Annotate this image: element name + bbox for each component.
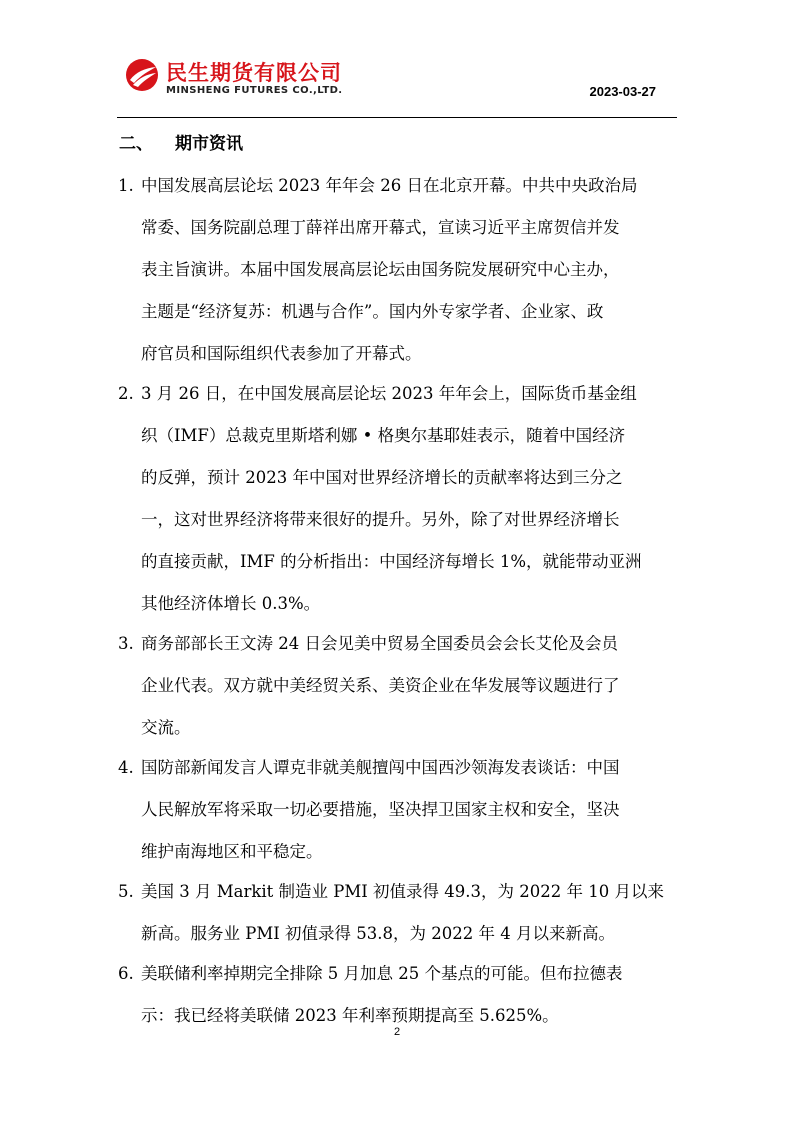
page-number: 2 <box>393 1026 401 1038</box>
item-line: 国防部新闻发言人谭克非就美舰擅闯中国西沙领海发表谈话：中国 <box>141 758 620 777</box>
news-item <box>118 959 678 1031</box>
item-number: 3. <box>118 634 134 653</box>
news-item <box>118 877 678 949</box>
section-title: 期市资讯 <box>175 134 243 154</box>
news-list <box>118 171 678 1041</box>
item-line: 其他经济体增长 0.3%。 <box>141 594 321 613</box>
company-name-cn: 民生期货有限公司 <box>166 61 342 85</box>
item-line: 中国发展高层论坛 2023 年年会 26 日在北京开幕。中共中央政治局 <box>141 176 638 195</box>
item-line: 常委、国务院副总理丁薛祥出席开幕式，宣读习近平主席贺信并发 <box>141 218 620 237</box>
item-line: 3 月 26 日，在中国发展高层论坛 2023 年年会上，国际货币基金组 <box>141 384 637 403</box>
company-name-en: MINSHENG FUTURES CO.,LTD. <box>166 85 343 96</box>
item-line: 织（IMF）总裁克里斯塔利娜 • 格奥尔基耶娃表示，随着中国经济 <box>141 426 626 445</box>
item-line: 美国 3 月 Markit 制造业 PMI 初值录得 49.3，为 2022 年 10 月以来 <box>141 882 664 901</box>
news-item <box>118 753 678 867</box>
news-item <box>118 379 678 619</box>
item-line: 的直接贡献，IMF 的分析指出：中国经济每增长 1%，就能带动亚洲 <box>141 552 642 571</box>
minsheng-logo-icon <box>125 58 159 92</box>
report-date: 2023-03-27 <box>589 84 656 99</box>
item-number: 1. <box>118 176 134 195</box>
item-line: 企业代表。双方就中美经贸关系、美资企业在华发展等议题进行了 <box>141 676 620 695</box>
item-line: 美联储利率掉期完全排除 5 月加息 25 个基点的可能。但布拉德表 <box>141 964 623 983</box>
section-number: 二、 <box>119 134 153 154</box>
item-line: 表主旨演讲。本届中国发展高层论坛由国务院发展研究中心主办， <box>141 260 620 279</box>
page-header <box>0 0 794 120</box>
item-line: 人民解放军将采取一切必要措施，坚决捍卫国家主权和安全，坚决 <box>141 800 620 819</box>
section-heading <box>119 129 243 154</box>
news-item <box>118 629 678 743</box>
item-line: 示：我已经将美联储 2023 年利率预期提高至 5.625%。 <box>141 1006 559 1025</box>
item-line: 主题是“经济复苏：机遇与合作”。国内外专家学者、企业家、政 <box>141 302 604 321</box>
item-line: 的反弹，预计 2023 年中国对世界经济增长的贡献率将达到三分之 <box>141 468 623 487</box>
item-line: 交流。 <box>141 718 191 737</box>
news-item <box>118 171 678 369</box>
item-line: 一，这对世界经济将带来很好的提升。另外，除了对世界经济增长 <box>141 510 620 529</box>
item-line: 维护南海地区和平稳定。 <box>141 842 323 861</box>
item-line: 商务部部长王文涛 24 日会见美中贸易全国委员会会长艾伦及会员 <box>141 634 618 653</box>
item-line: 新高。服务业 PMI 初值录得 53.8，为 2022 年 4 月以来新高。 <box>141 924 615 943</box>
item-number: 6. <box>118 964 134 983</box>
item-number: 2. <box>118 384 134 403</box>
header-divider <box>117 117 677 118</box>
item-number: 5. <box>118 882 134 901</box>
item-number: 4. <box>118 758 134 777</box>
item-line: 府官员和国际组织代表参加了开幕式。 <box>141 344 422 363</box>
